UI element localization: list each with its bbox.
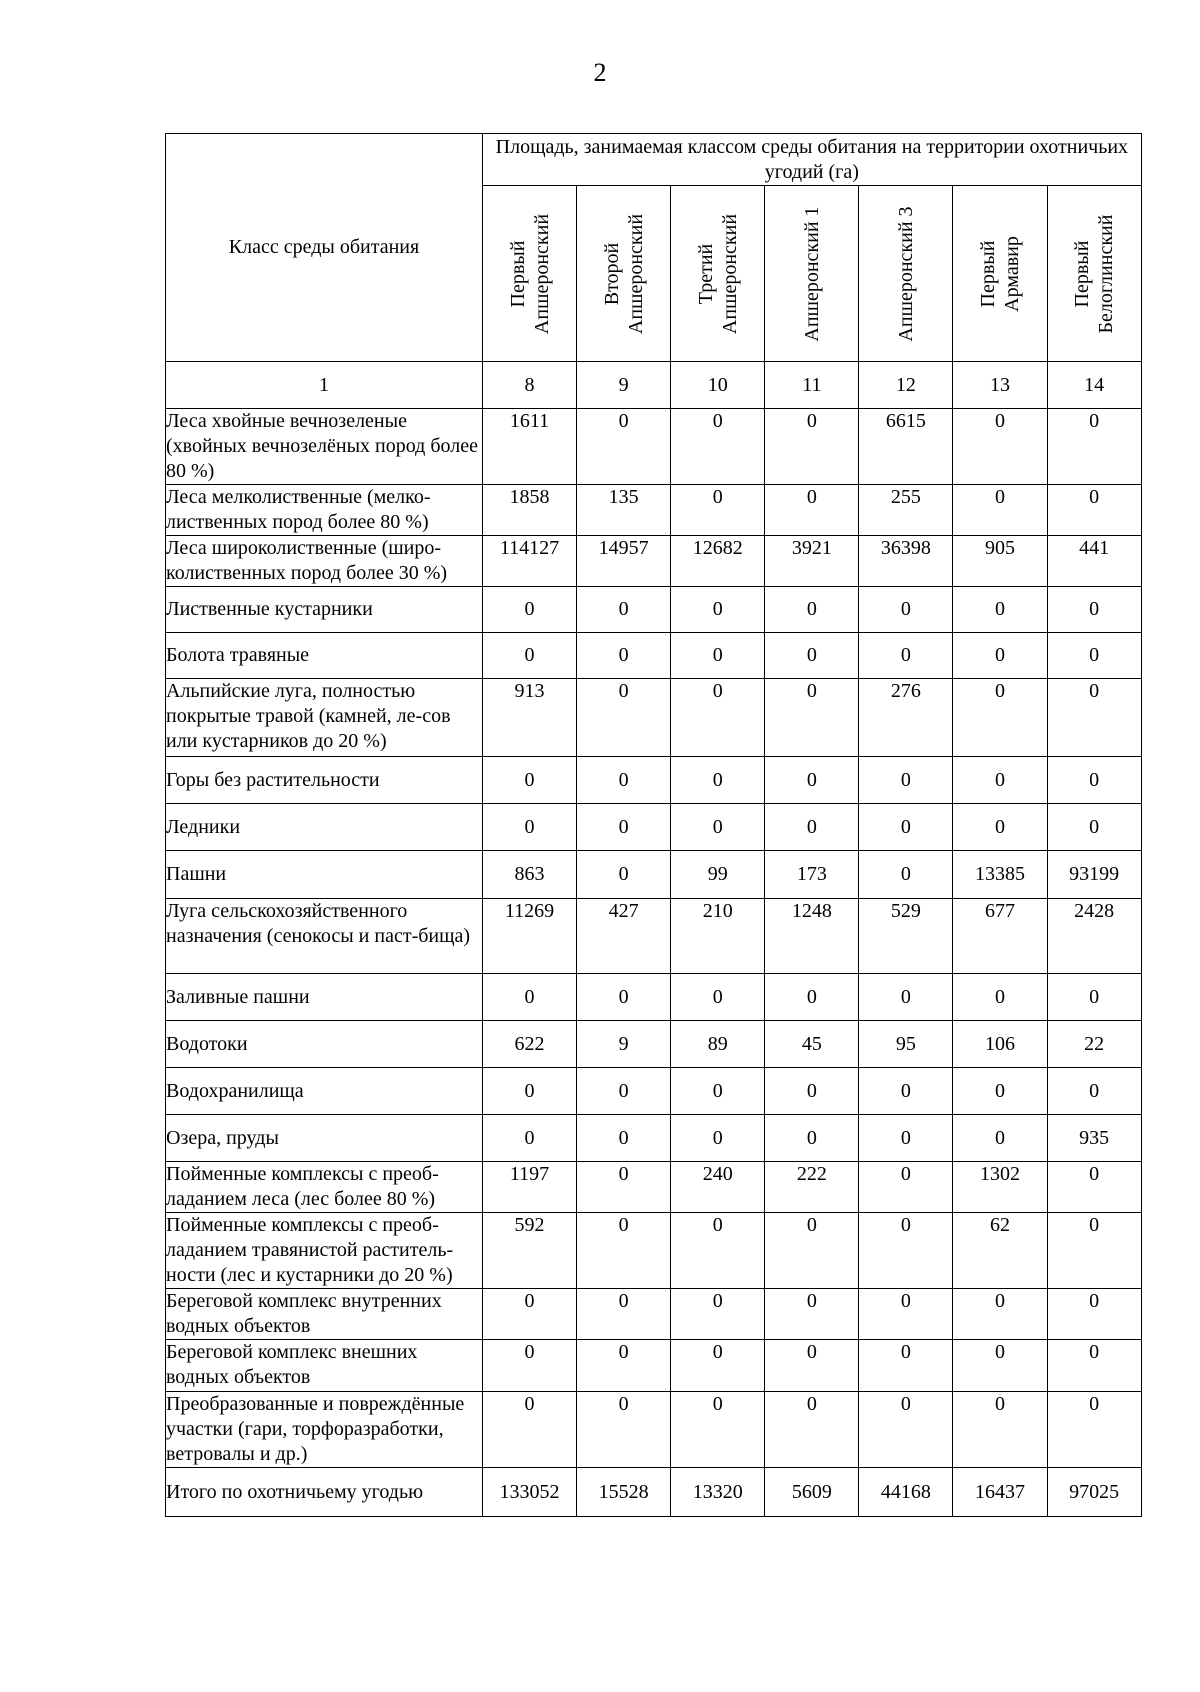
table-row [166, 851, 1142, 899]
area-value: 622 [483, 1021, 577, 1068]
area-value: 0 [953, 1289, 1047, 1340]
area-value: 0 [765, 1115, 859, 1162]
column-header [483, 186, 577, 362]
column-name: Апшеронский 3 [894, 205, 917, 342]
column-header [859, 186, 953, 362]
area-value: 36398 [859, 536, 953, 587]
table-row [166, 1213, 1142, 1289]
area-value: 222 [765, 1162, 859, 1213]
table-row [166, 974, 1142, 1021]
area-value: 0 [1047, 974, 1141, 1021]
area-value: 0 [765, 409, 859, 485]
area-value: 210 [671, 899, 765, 974]
total-value: 16437 [953, 1468, 1047, 1517]
area-value: 0 [953, 587, 1047, 633]
area-value: 0 [577, 804, 671, 851]
table-row [166, 587, 1142, 633]
area-value: 0 [671, 1340, 765, 1392]
column-name: Первый Белоглинский [1071, 214, 1118, 333]
table-row [166, 757, 1142, 804]
area-value: 1248 [765, 899, 859, 974]
area-value: 0 [671, 587, 765, 633]
total-value: 15528 [577, 1468, 671, 1517]
area-value: 0 [859, 1213, 953, 1289]
area-value: 0 [483, 633, 577, 679]
column-name: Второй Апшеронский [600, 213, 647, 334]
total-value: 97025 [1047, 1468, 1141, 1517]
total-row [166, 1468, 1142, 1517]
table-row [166, 1392, 1142, 1468]
area-value: 0 [859, 1115, 953, 1162]
area-value: 0 [953, 633, 1047, 679]
area-value: 0 [577, 1213, 671, 1289]
area-value: 0 [765, 804, 859, 851]
area-value: 0 [1047, 1392, 1141, 1468]
column-numbers-row [166, 362, 1142, 409]
area-value: 0 [765, 757, 859, 804]
area-value: 0 [1047, 587, 1141, 633]
area-value: 0 [671, 633, 765, 679]
area-value: 9 [577, 1021, 671, 1068]
area-value: 6615 [859, 409, 953, 485]
area-value: 0 [953, 1340, 1047, 1392]
area-value: 0 [953, 974, 1047, 1021]
area-value: 913 [483, 679, 577, 757]
area-value: 0 [671, 1392, 765, 1468]
area-value: 62 [953, 1213, 1047, 1289]
area-value: 0 [1047, 1340, 1141, 1392]
area-value: 0 [577, 1340, 671, 1392]
area-value: 1302 [953, 1162, 1047, 1213]
area-value: 0 [671, 485, 765, 536]
area-value: 0 [577, 1392, 671, 1468]
habitat-class-name: Леса хвойные вечнозеленые (хвойных вечнозелёных пород более 80 %) [166, 409, 483, 485]
habitat-class-name: Пашни [166, 851, 483, 899]
area-value: 0 [671, 679, 765, 757]
area-value: 0 [671, 1289, 765, 1340]
column-header [953, 186, 1047, 362]
area-value: 0 [1047, 757, 1141, 804]
area-value: 0 [765, 974, 859, 1021]
area-value: 0 [483, 974, 577, 1021]
area-value: 0 [765, 1068, 859, 1115]
column-number: 13 [953, 362, 1047, 409]
area-value: 0 [859, 633, 953, 679]
area-value: 173 [765, 851, 859, 899]
area-value: 0 [483, 804, 577, 851]
habitat-class-name: Пойменные комплексы с преоб-ладанием травянистой раститель-ности (лес и кустарники до 20 %) [166, 1213, 483, 1289]
column-header [765, 186, 859, 362]
area-value: 0 [765, 679, 859, 757]
area-value: 0 [953, 485, 1047, 536]
column-name: Первый Апшеронский [506, 213, 553, 334]
area-value: 240 [671, 1162, 765, 1213]
area-value: 0 [953, 1392, 1047, 1468]
area-value: 0 [859, 757, 953, 804]
area-value: 0 [859, 1162, 953, 1213]
table-row [166, 1162, 1142, 1213]
area-value: 0 [765, 633, 859, 679]
table-row [166, 409, 1142, 485]
area-value: 0 [1047, 633, 1141, 679]
area-value: 1611 [483, 409, 577, 485]
column-number: 14 [1047, 362, 1141, 409]
area-value: 22 [1047, 1021, 1141, 1068]
area-value: 0 [1047, 1289, 1141, 1340]
area-value: 0 [577, 851, 671, 899]
area-value: 0 [953, 1115, 1047, 1162]
habitat-area-table [165, 133, 1142, 1517]
area-value: 99 [671, 851, 765, 899]
column-name: Третий Апшеронский [694, 213, 741, 334]
area-value: 427 [577, 899, 671, 974]
area-value: 93199 [1047, 851, 1141, 899]
area-value: 0 [953, 1068, 1047, 1115]
area-value: 0 [859, 1392, 953, 1468]
area-value: 0 [671, 1213, 765, 1289]
area-value: 0 [577, 409, 671, 485]
area-value: 0 [483, 587, 577, 633]
total-label: Итого по охотничьему угодью [166, 1468, 483, 1517]
area-value: 135 [577, 485, 671, 536]
area-value: 0 [577, 1068, 671, 1115]
area-value: 95 [859, 1021, 953, 1068]
habitat-class-name: Альпийские луга, полностью покрытые травой (камней, ле-сов или кустарников до 20 %) [166, 679, 483, 757]
table-row [166, 899, 1142, 974]
area-value: 0 [577, 1115, 671, 1162]
table-row [166, 633, 1142, 679]
total-value: 44168 [859, 1468, 953, 1517]
area-value: 106 [953, 1021, 1047, 1068]
area-value: 13385 [953, 851, 1047, 899]
area-value: 0 [1047, 804, 1141, 851]
area-value: 255 [859, 485, 953, 536]
column-header [1047, 186, 1141, 362]
area-value: 0 [859, 804, 953, 851]
total-value: 133052 [483, 1468, 577, 1517]
habitat-class-name: Озера, пруды [166, 1115, 483, 1162]
area-value: 89 [671, 1021, 765, 1068]
table-row [166, 804, 1142, 851]
area-value: 0 [1047, 1213, 1141, 1289]
area-value: 0 [765, 1213, 859, 1289]
total-value: 5609 [765, 1468, 859, 1517]
area-value: 677 [953, 899, 1047, 974]
table-row [166, 1115, 1142, 1162]
area-value: 0 [483, 757, 577, 804]
area-value: 0 [577, 633, 671, 679]
area-value: 0 [953, 804, 1047, 851]
area-value: 592 [483, 1213, 577, 1289]
area-value: 0 [1047, 409, 1141, 485]
area-value: 1197 [483, 1162, 577, 1213]
table-row [166, 679, 1142, 757]
habitat-class-name: Водотоки [166, 1021, 483, 1068]
area-value: 0 [671, 757, 765, 804]
table-row [166, 1068, 1142, 1115]
area-value: 2428 [1047, 899, 1141, 974]
table-row [166, 1289, 1142, 1340]
area-value: 0 [953, 679, 1047, 757]
area-value: 0 [859, 587, 953, 633]
table-row [166, 1340, 1142, 1392]
area-value: 0 [577, 757, 671, 804]
area-value: 0 [859, 1289, 953, 1340]
area-value: 0 [671, 974, 765, 1021]
area-value: 0 [577, 679, 671, 757]
habitat-class-name: Ледники [166, 804, 483, 851]
column-number: 12 [859, 362, 953, 409]
column-name: Апшеронский 1 [800, 205, 823, 342]
habitat-class-name: Лиственные кустарники [166, 587, 483, 633]
column-number: 1 [166, 362, 483, 409]
habitat-class-name: Береговой комплекс внутренних водных объектов [166, 1289, 483, 1340]
area-value: 0 [483, 1340, 577, 1392]
habitat-class-name: Заливные пашни [166, 974, 483, 1021]
column-name: Первый Армавир [977, 235, 1024, 312]
area-value: 11269 [483, 899, 577, 974]
table-row [166, 1021, 1142, 1068]
area-value: 0 [577, 974, 671, 1021]
area-value: 0 [483, 1068, 577, 1115]
area-value: 0 [953, 409, 1047, 485]
area-value: 0 [577, 1289, 671, 1340]
column-number: 9 [577, 362, 671, 409]
area-value: 0 [577, 587, 671, 633]
column-header [671, 186, 765, 362]
area-group-header: Площадь, занимаемая классом среды обитания на территории охотничьих угодий (га) [483, 134, 1142, 186]
habitat-class-name: Пойменные комплексы с преоб-ладанием леса (лес более 80 %) [166, 1162, 483, 1213]
habitat-class-name: Горы без растительности [166, 757, 483, 804]
area-value: 529 [859, 899, 953, 974]
area-value: 935 [1047, 1115, 1141, 1162]
area-value: 0 [859, 974, 953, 1021]
area-value: 0 [1047, 485, 1141, 536]
habitat-class-name: Болота травяные [166, 633, 483, 679]
area-value: 0 [577, 1162, 671, 1213]
area-value: 0 [671, 804, 765, 851]
area-value: 0 [1047, 1068, 1141, 1115]
area-value: 0 [671, 1115, 765, 1162]
area-value: 0 [483, 1289, 577, 1340]
area-value: 0 [765, 1392, 859, 1468]
area-value: 3921 [765, 536, 859, 587]
page-number: 2 [593, 58, 607, 87]
table-row [166, 485, 1142, 536]
area-value: 0 [1047, 1162, 1141, 1213]
area-value: 0 [859, 851, 953, 899]
habitat-class-name: Береговой комплекс внешних водных объектов [166, 1340, 483, 1392]
habitat-class-name: Леса широколиственные (широ-колиственных пород более 30 %) [166, 536, 483, 587]
column-number: 8 [483, 362, 577, 409]
area-value: 0 [859, 1340, 953, 1392]
area-value: 0 [483, 1392, 577, 1468]
area-value: 45 [765, 1021, 859, 1068]
area-value: 0 [765, 485, 859, 536]
area-value: 12682 [671, 536, 765, 587]
area-value: 14957 [577, 536, 671, 587]
area-value: 1858 [483, 485, 577, 536]
area-value: 441 [1047, 536, 1141, 587]
area-value: 0 [953, 757, 1047, 804]
area-value: 276 [859, 679, 953, 757]
area-value: 0 [765, 1340, 859, 1392]
area-value: 0 [671, 409, 765, 485]
total-value: 13320 [671, 1468, 765, 1517]
habitat-class-name: Водохранилища [166, 1068, 483, 1115]
class-header: Класс среды обитания [166, 134, 483, 362]
area-value: 0 [765, 1289, 859, 1340]
column-number: 10 [671, 362, 765, 409]
habitat-class-name: Луга сельскохозяйственного назначения (сенокосы и паст-бища) [166, 899, 483, 974]
area-value: 905 [953, 536, 1047, 587]
area-value: 863 [483, 851, 577, 899]
area-value: 0 [1047, 679, 1141, 757]
habitat-class-name: Преобразованные и повреждённые участки (гари, торфоразработки, ветровалы и др.) [166, 1392, 483, 1468]
area-value: 0 [671, 1068, 765, 1115]
column-header [577, 186, 671, 362]
area-value: 0 [765, 587, 859, 633]
column-number: 11 [765, 362, 859, 409]
area-value: 114127 [483, 536, 577, 587]
area-value: 0 [859, 1068, 953, 1115]
area-value: 0 [483, 1115, 577, 1162]
habitat-class-name: Леса мелколиственные (мелко-лиственных пород более 80 %) [166, 485, 483, 536]
table-row [166, 536, 1142, 587]
